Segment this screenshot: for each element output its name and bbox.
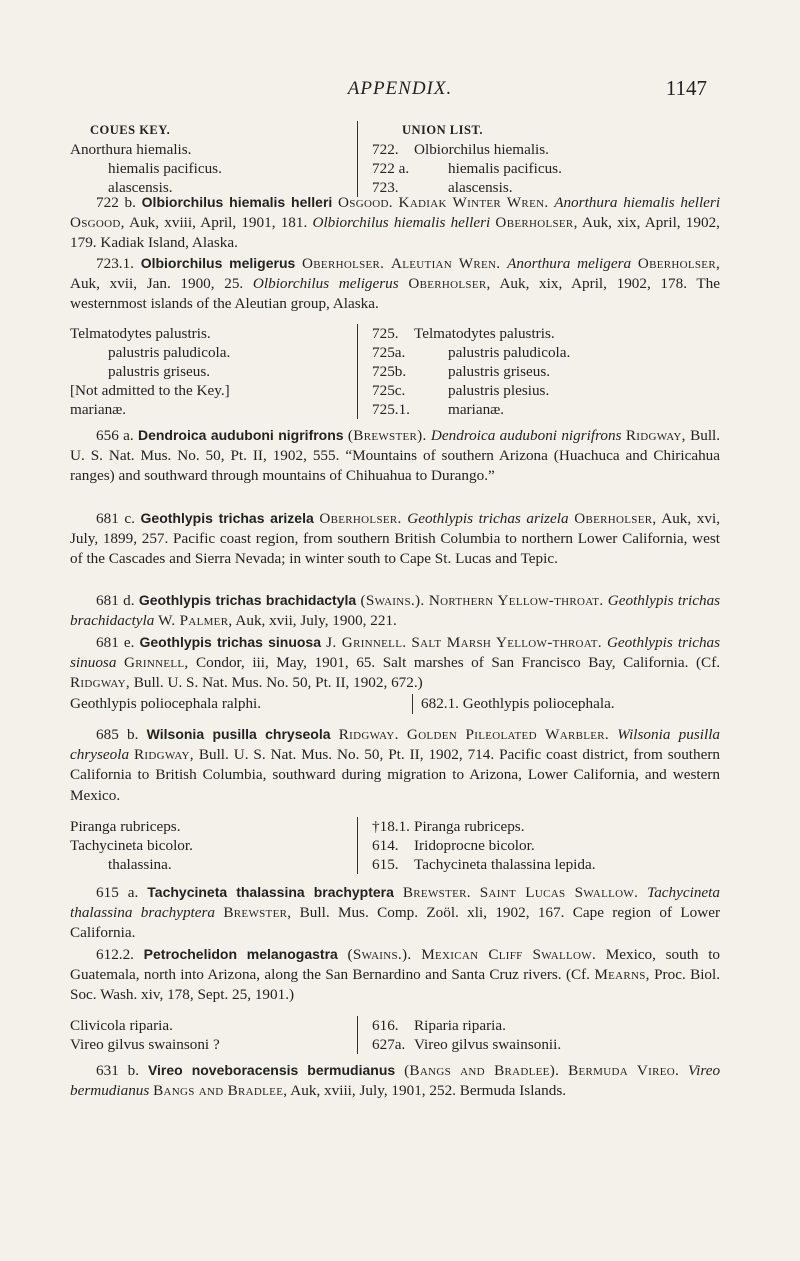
coues-key-column — [70, 1016, 330, 1054]
union-list-entry: 627a. Vireo gilvus swainsonii. — [372, 1036, 562, 1053]
page-number: 1147 — [665, 76, 707, 100]
coues-key-entry: Telmatodytes palustris. — [70, 325, 211, 342]
union-list-column — [357, 324, 742, 419]
species-entry: 615 a. Tachycineta thalassina brachyptera Brewster. Saint Lucas Swallow. Tachycineta thalassina brachyptera Brewster, Bull. Mus. Comp. Zoöl. xli, 1902, 167. Cape region of Lower California. — [70, 884, 721, 942]
species-entry: 631 b. Vireo noveboracensis bermudianus (Bangs and Bradlee). Bermuda Vireo. Vireo bermudianus Bangs and Bradlee, Auk, xviii, July, 1901, 252. Bermuda Islands. — [70, 1062, 721, 1100]
page-header — [0, 74, 800, 104]
species-entry: 681 d. Geothlypis trichas brachidactyla (Swains.). Northern Yellow-throat. Geothlypis trichas brachidactyla W. Palmer, Auk, xvii, July, 1900, 221. — [70, 592, 721, 630]
coues-key-entry: hiemalis pacificus. — [108, 160, 222, 177]
union-list-entry: 614. Iridoprocne bicolor. — [372, 837, 535, 854]
union-list-entry: 725a. palustris paludicola. — [372, 344, 571, 361]
coues-key-entry: Anorthura hiemalis. — [70, 141, 192, 158]
species-entry: 685 b. Wilsonia pusilla chryseola Ridgway. Golden Pileolated Warbler. Wilsonia pusilla chryseola Ridgway, Bull. U. S. Nat. Mus. No. 50, Pt. II, 1902, 714. Pacific coast district, from southern California to British Columbia, southward during migration to Arizona, Lower California, and western Mexico. — [70, 726, 721, 804]
coues-key-entry: thalassina. — [108, 856, 172, 873]
union-list-entry: 722. Olbiorchilus hiemalis. — [372, 141, 549, 158]
coues-key-entry: palustris griseus. — [108, 363, 211, 380]
coues-key-column — [70, 324, 330, 419]
coues-key-column — [70, 121, 330, 197]
species-entry: 612.2. Petrochelidon melanogastra (Swains.). Mexican Cliff Swallow. Mexico, south to Guatemala, north into Arizona, along the San Bernardino and Santa Cruz rivers. (Cf. Mearns, Proc. Biol. Soc. Wash. xiv, 178, Sept. 25, 1901.) — [70, 946, 721, 1004]
coues-key-entry: alascensis. — [108, 179, 173, 196]
coues-key-entry: Clivicola riparia. — [70, 1017, 173, 1034]
union-list-entry: 722 a. hiemalis pacificus. — [372, 160, 562, 177]
union-list-entry: 615. Tachycineta thalassina lepida. — [372, 856, 596, 873]
union-list-entry: 723. alascensis. — [372, 179, 513, 196]
species-entry: 681 c. Geothlypis trichas arizela Oberholser. Geothlypis trichas arizela Oberholser, Auk, xvi, July, 1899, 257. Pacific coast region, from southern British Columbia to northern Lower California, west of the Cascades and Sierra Nevada; in winter south to Cape St. Lucas and Tepic. — [70, 510, 721, 568]
union-list-column — [357, 817, 742, 874]
union-list-entry: 616. Riparia riparia. — [372, 1017, 506, 1034]
union-list-entry: †18.1. Piranga rubriceps. — [372, 818, 525, 835]
union-list-entry: 725. Telmatodytes palustris. — [372, 325, 555, 342]
union-list-entry: 682.1. Geothlypis poliocephala. — [412, 694, 615, 714]
union-list-entry: 725c. palustris plesius. — [372, 382, 550, 399]
coues-key-entry: Tachycineta bicolor. — [70, 837, 193, 854]
coues-key-column — [70, 817, 330, 874]
running-head: APPENDIX. — [347, 78, 453, 99]
coues-key-entry: palustris paludicola. — [108, 344, 231, 361]
union-list-heading: UNION LIST. — [402, 123, 483, 137]
union-list-entry: 725b. palustris griseus. — [372, 363, 551, 380]
union-list-column — [357, 121, 742, 197]
coues-key-entry: Vireo gilvus swainsoni ? — [70, 1036, 220, 1053]
species-entry: 723.1. Olbiorchilus meligerus Oberholser. Aleutian Wren. Anorthura meligera Oberholser, Auk, xvii, Jan. 1900, 25. Olbiorchilus meligerus Oberholser, Auk, xix, April, 1902, 178. The westernmost islands of the Aleutian group, Alaska. — [70, 255, 721, 313]
species-entry: 681 e. Geothlypis trichas sinuosa J. Grinnell. Salt Marsh Yellow-throat. Geothlypis trichas sinuosa Grinnell, Condor, iii, May, 1901, 65. Salt marshes of San Francisco Bay, California. (Cf. Ridgway, Bull. U. S. Nat. Mus. No. 50, Pt. II, 1902, 672.) — [70, 634, 721, 692]
coues-key-entry: Piranga rubriceps. — [70, 818, 181, 835]
union-list-column — [357, 1016, 742, 1054]
species-entry: 722 b. Olbiorchilus hiemalis helleri Osgood. Kadiak Winter Wren. Anorthura hiemalis helleri Osgood, Auk, xviii, April, 1901, 181. Olbiorchilus hiemalis helleri Oberholser, Auk, xix, April, 1902, 179. Kadiak Island, Alaska. — [70, 194, 721, 252]
species-entry: 656 a. Dendroica auduboni nigrifrons (Brewster). Dendroica auduboni nigrifrons Ridgway, Bull. U. S. Nat. Mus. No. 50, Pt. II, 1902, 555. “Mountains of southern Arizona (Huachuca and Chiricahua ranges) and southward through mountains of Chihuahua to Durango.” — [70, 427, 721, 485]
coues-key-entry: Geothlypis poliocephala ralphi. — [70, 695, 262, 712]
coues-key-note: [Not admitted to the Key.] — [70, 382, 230, 399]
union-list-entry: 725.1. marianæ. — [372, 401, 505, 418]
coues-key-entry: marianæ. — [70, 401, 127, 418]
coues-key-heading: COUES KEY. — [90, 123, 171, 137]
